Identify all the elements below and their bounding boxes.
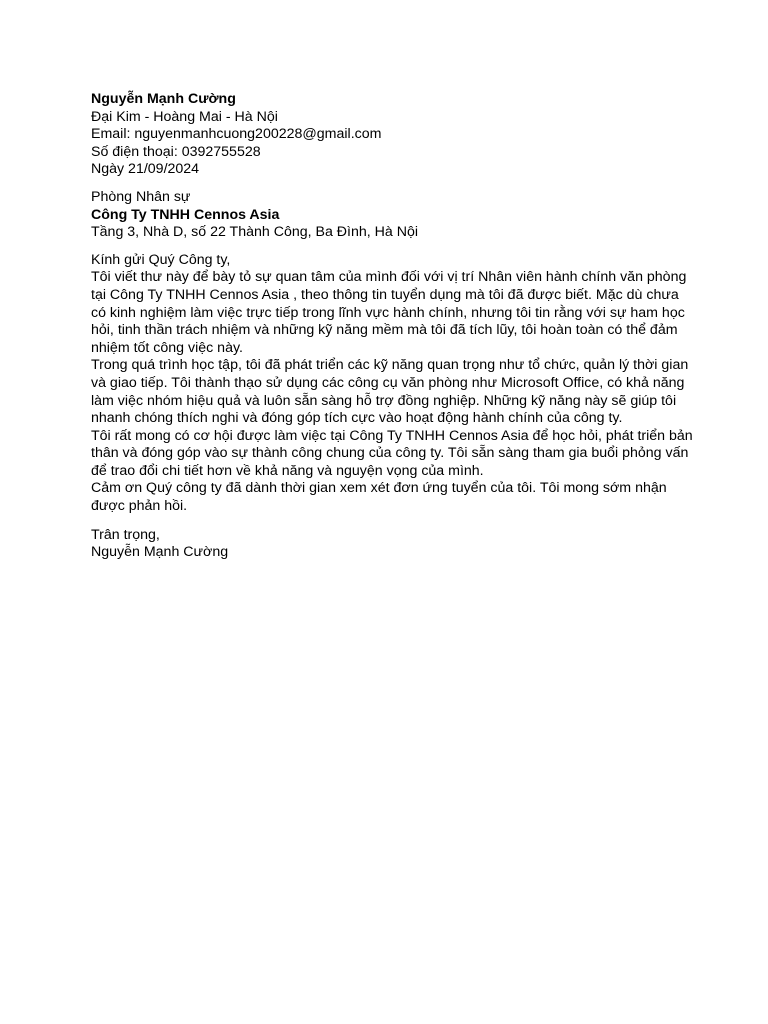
paragraph-line: được phản hồi. [91, 498, 188, 515]
sender-block [91, 91, 691, 179]
recipient-company: Công Ty TNHH Cennos Asia [91, 206, 280, 223]
letter-date: Ngày 21/09/2024 [91, 161, 200, 178]
sender-email: Email: nguyenmanhcuong200228@gmail.com [91, 126, 382, 143]
paragraph-line: Trong quá trình học tập, tôi đã phát triển các kỹ năng quan trọng như tổ chức, quản lý thời gian [91, 357, 689, 374]
body-paragraph-3 [91, 428, 691, 481]
closing-phrase: Trân trọng, [91, 526, 160, 543]
recipient-block [91, 189, 691, 242]
paragraph-line: hỏi, tinh thần trách nhiệm và những kỹ năng mềm mà tôi đã tích lũy, tôi hoàn toàn có thể đảm [91, 322, 678, 339]
sender-address: Đại Kim - Hoàng Mai - Hà Nội [91, 108, 278, 125]
body-paragraph-2 [91, 357, 691, 427]
sender-name: Nguyễn Mạnh Cường [91, 91, 236, 107]
paragraph-line: tại Công Ty TNHH Cennos Asia , theo thông tin tuyển dụng mà tôi đã được biết. Mặc dù chưa [91, 286, 679, 303]
paragraph-line: nhanh chóng thích nghi và đóng góp tích cực vào hoạt động hành chính của công ty. [91, 410, 623, 427]
body-paragraph-4 [91, 480, 691, 515]
paragraph-line: thân và đóng góp vào sự thành công chung của công ty. Tôi sẵn sàng tham gia buổi phỏng vấn [91, 445, 689, 462]
paragraph-line: Cảm ơn Quý công ty đã dành thời gian xem xét đơn ứng tuyển của tôi. Tôi mong sớm nhận [91, 480, 667, 497]
closing-block [91, 527, 691, 562]
paragraph-line: và giao tiếp. Tôi thành thạo sử dụng các công cụ văn phòng như Microsoft Office, có khả năng [91, 374, 685, 391]
recipient-department: Phòng Nhân sự [91, 188, 191, 205]
paragraph-line: Tôi rất mong có cơ hội được làm việc tại Công Ty TNHH Cennos Asia để học hỏi, phát triển bản [91, 427, 693, 444]
paragraph-line: làm việc nhóm hiệu quả và luôn sẵn sàng hỗ trợ đồng nghiệp. Những kỹ năng này sẽ giúp tôi [91, 392, 677, 409]
body-paragraph-1 [91, 269, 691, 357]
cover-letter [91, 91, 691, 562]
salutation-text: Kính gửi Quý Công ty, [91, 251, 231, 268]
signature-name: Nguyễn Mạnh Cường [91, 544, 229, 561]
salutation [91, 252, 691, 270]
paragraph-line: có kinh nghiệm làm việc trực tiếp trong lĩnh vực hành chính, nhưng tôi tin rằng với sự ham học [91, 304, 685, 321]
paragraph-line: nhiệm tốt công việc này. [91, 339, 243, 356]
sender-phone: Số điện thoại: 0392755528 [91, 143, 261, 160]
paragraph-line: Tôi viết thư này để bày tỏ sự quan tâm của mình đối với vị trí Nhân viên hành chính văn phòng [91, 269, 687, 286]
recipient-address: Tầng 3, Nhà D, số 22 Thành Công, Ba Đình, Hà Nội [91, 224, 419, 241]
paragraph-line: để trao đổi chi tiết hơn về khả năng và nguyện vọng của mình. [91, 462, 484, 479]
